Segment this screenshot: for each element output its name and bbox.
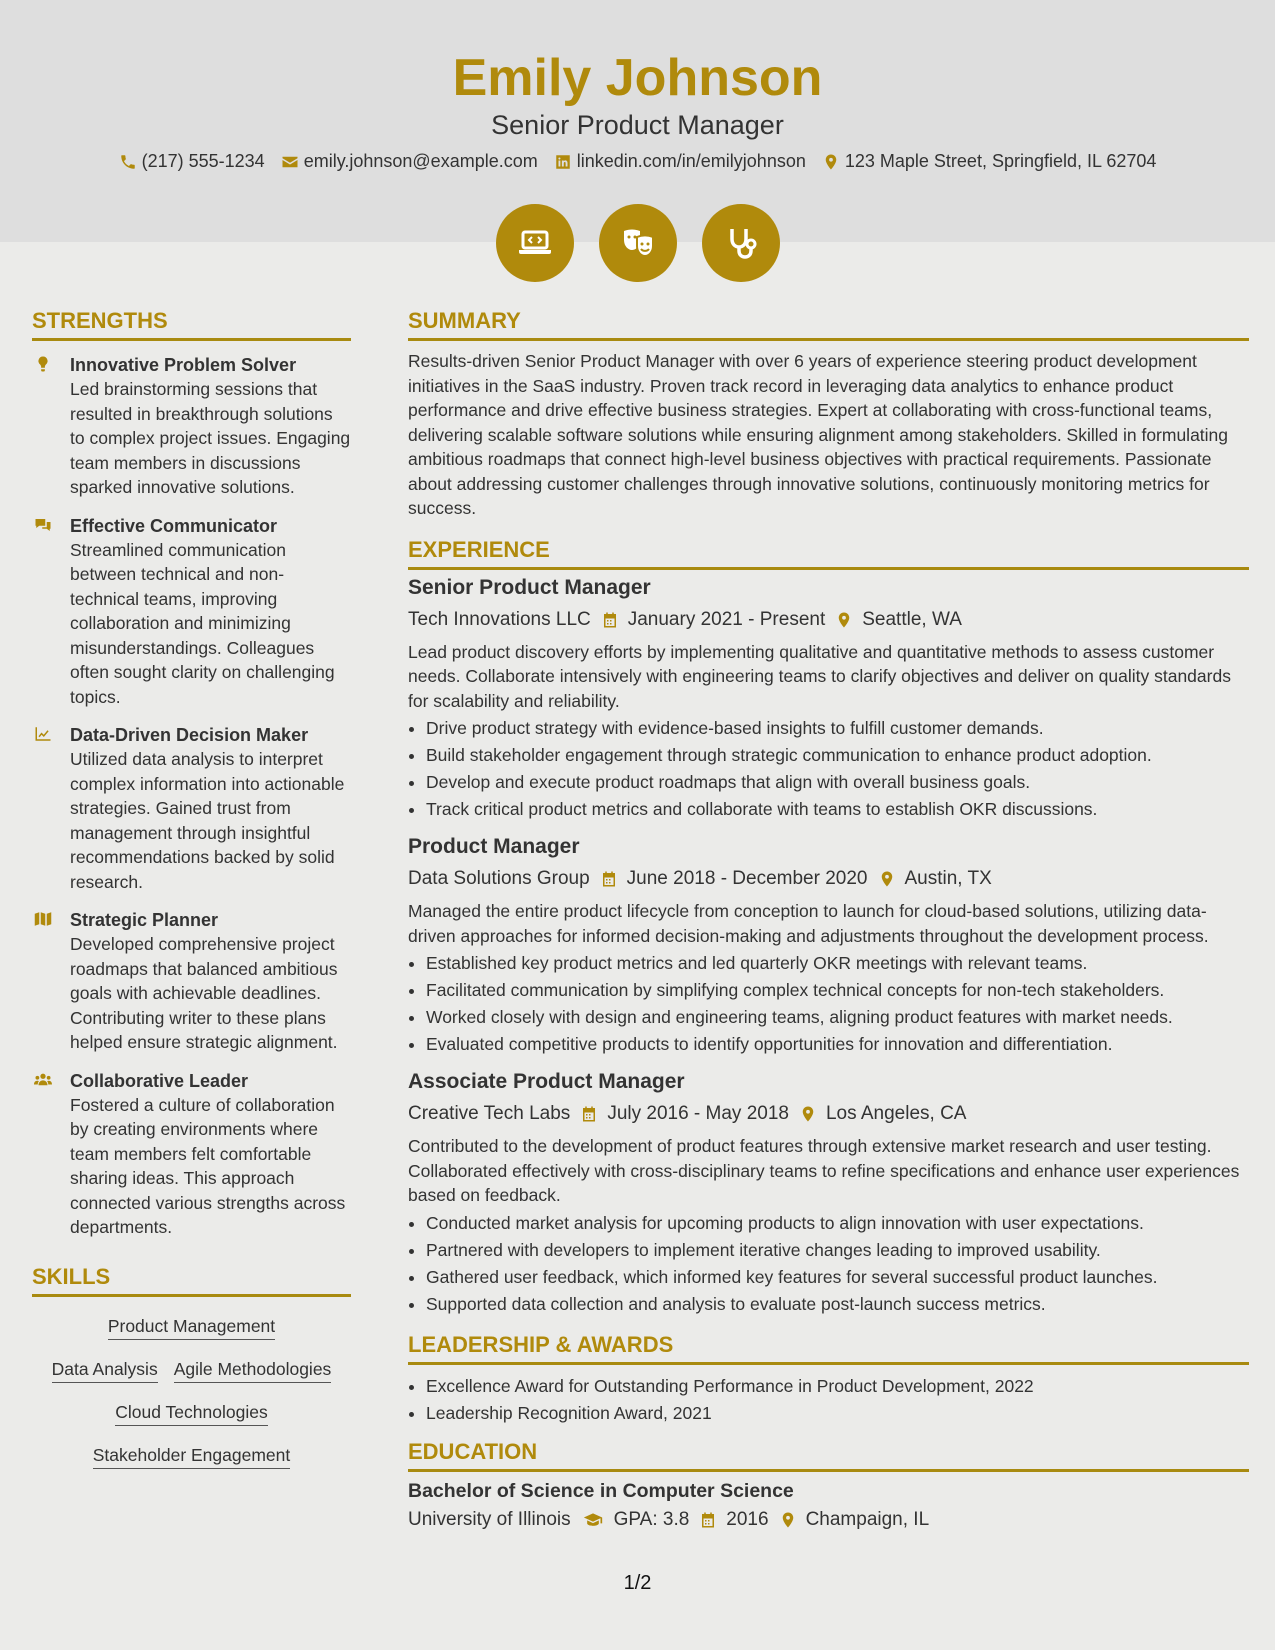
linkedin-icon bbox=[554, 153, 572, 171]
education-year: 2016 bbox=[726, 1508, 769, 1530]
strength-title: Data-Driven Decision Maker bbox=[70, 725, 309, 745]
interest-icons bbox=[0, 204, 1275, 282]
map-pin-icon bbox=[779, 1510, 797, 1530]
education-location: Champaign, IL bbox=[805, 1508, 930, 1530]
job-bullets bbox=[408, 715, 1249, 823]
map-pin-icon bbox=[878, 869, 896, 889]
calendar-icon bbox=[580, 1104, 598, 1124]
users-icon bbox=[32, 1071, 54, 1089]
strength-item bbox=[32, 723, 351, 894]
awards-list bbox=[408, 1373, 1249, 1427]
education-gpa: GPA: 3.8 bbox=[613, 1508, 690, 1530]
strength-title: Strategic Planner bbox=[70, 910, 219, 930]
job-meta bbox=[408, 1100, 1249, 1128]
chart-line-icon bbox=[32, 725, 54, 743]
interest-circle-coding bbox=[496, 204, 574, 282]
contact-address-text: 123 Maple Street, Springfield, IL 62704 bbox=[844, 151, 1157, 171]
contact-linkedin-text: linkedin.com/in/emilyjohnson bbox=[576, 151, 806, 171]
education-school: University of Illinois bbox=[408, 1508, 571, 1530]
interest-circle-theater bbox=[599, 204, 677, 282]
laptop-code-icon bbox=[515, 223, 555, 263]
skill-tag: Data Analysis bbox=[52, 1358, 158, 1383]
job-desc: Lead product discovery efforts by implementing qualitative and quantitative methods to assess customer needs. Collaborate intensively with engineering teams to clarify objectives and deliver on quality standards for scalability and reliability. bbox=[408, 641, 1231, 711]
contact-address bbox=[822, 151, 1157, 172]
strengths-heading: STRENGTHS bbox=[32, 306, 351, 341]
candidate-title: Senior Product Manager bbox=[491, 110, 784, 140]
job-meta bbox=[408, 606, 1249, 634]
job-bullet: • Established key product metrics and led quarterly OKR meetings with relevant teams. bbox=[426, 950, 1249, 977]
summary-text: Results-driven Senior Product Manager with over 6 years of experience steering product development initiatives in the SaaS industry. Proven track record in leveraging data analytics to enhance product performance and drive effective business strategies. Expert at collaborating with cross-functional teams, delivering scalable software solutions while ensuring alignment among stakeholders. Skilled in formulating ambitious roadmaps that connect high-level business objectives with practical requirements. Passionate about addressing customer challenges through innovative solutions, continuously monitoring metrics for success. bbox=[408, 351, 1229, 518]
strength-title: Collaborative Leader bbox=[70, 1070, 249, 1091]
job-bullet: • Partnered with developers to implement iterative changes leading to improved usability. bbox=[426, 1237, 1249, 1264]
page-number: 1/2 bbox=[623, 1572, 652, 1594]
job-desc: Managed the entire product lifecycle from conception to launch for cloud-based solutions, utilizing data-driven approaches for informed decision-making and adjustments throughout the development process. bbox=[408, 901, 1209, 946]
skills-heading: SKILLS bbox=[32, 1262, 351, 1297]
job-meta bbox=[408, 865, 1249, 893]
interest-circle-medical bbox=[702, 204, 780, 282]
contact-email-text: emily.johnson@example.com bbox=[303, 151, 538, 171]
job-bullet: • Worked closely with design and engineering teams, aligning product features with market needs. bbox=[426, 1004, 1249, 1031]
map-icon bbox=[32, 910, 54, 928]
job-bullet: • Track critical product metrics and collaborate with teams to establish OKR discussions. bbox=[426, 796, 1249, 823]
contact-bar bbox=[0, 151, 1275, 172]
skills-list bbox=[32, 1305, 351, 1479]
strength-desc: Fostered a culture of collaboration by creating environments where team members felt comfortable sharing ideas. This approach connected various strengths across departments. bbox=[70, 1094, 346, 1237]
education-degree: Bachelor of Science in Computer Science bbox=[408, 1479, 794, 1502]
calendar-icon bbox=[601, 610, 619, 630]
award-item: • Leadership Recognition Award, 2021 bbox=[426, 1400, 1249, 1427]
strength-title: Innovative Problem Solver bbox=[70, 355, 297, 375]
contact-phone[interactable] bbox=[119, 151, 265, 172]
strength-item bbox=[32, 908, 351, 1055]
map-pin-icon bbox=[799, 1104, 817, 1124]
job-dates: January 2021 - Present bbox=[627, 608, 826, 630]
job-company: Data Solutions Group bbox=[408, 868, 590, 889]
contact-email[interactable] bbox=[281, 151, 538, 172]
job-role: Associate Product Manager bbox=[408, 1070, 685, 1093]
awards-heading: LEADERSHIP & AWARDS bbox=[408, 1330, 1249, 1365]
calendar-icon bbox=[699, 1510, 717, 1530]
left-column bbox=[32, 306, 351, 1479]
job-role: Senior Product Manager bbox=[408, 575, 651, 599]
job-bullet: • Conducted market analysis for upcoming products to align innovation with user expectations. bbox=[426, 1210, 1249, 1237]
job-company: Creative Tech Labs bbox=[408, 1103, 571, 1124]
envelope-icon bbox=[281, 153, 299, 171]
job-bullet: • Develop and execute product roadmaps that align with overall business goals. bbox=[426, 769, 1249, 796]
job-bullets bbox=[408, 950, 1249, 1058]
education-heading: EDUCATION bbox=[408, 1437, 1249, 1472]
job-bullet: • Supported data collection and analysis to evaluate post-launch success metrics. bbox=[426, 1291, 1249, 1318]
job-company: Tech Innovations LLC bbox=[408, 608, 591, 630]
contact-linkedin[interactable] bbox=[554, 151, 806, 172]
job-role: Product Manager bbox=[408, 835, 580, 858]
job-location: Seattle, WA bbox=[862, 608, 962, 630]
strength-item bbox=[32, 353, 351, 500]
job-bullet: • Gathered user feedback, which informed key features for several successful product launches. bbox=[426, 1264, 1249, 1291]
job-desc: Contributed to the development of product features through extensive market research and user testing. Collaborated effectively with cross-disciplinary teams to refine specifications and enhance user experiences based on feedback. bbox=[408, 1136, 1240, 1205]
strength-desc: Developed comprehensive project roadmaps that balanced ambitious goals with achievable deadlines. Contributing writer to these plans helped ensure strategic alignment. bbox=[70, 934, 338, 1052]
skill-tag: Product Management bbox=[108, 1315, 275, 1340]
job-dates: June 2018 - December 2020 bbox=[626, 868, 868, 889]
job-bullets bbox=[408, 1210, 1249, 1318]
stethoscope-icon bbox=[721, 223, 761, 263]
strength-desc: Streamlined communication between technical and non-technical teams, improving collaboration and minimizing misunderstandings. Colleagues often sought clarity on challenging topics. bbox=[70, 539, 335, 707]
education-meta bbox=[408, 1506, 1249, 1534]
lightbulb-icon bbox=[32, 355, 54, 373]
strength-item bbox=[32, 1069, 351, 1240]
right-column bbox=[408, 306, 1249, 1540]
job-bullet: • Facilitated communication by simplifying complex technical concepts for non-tech stakeholders. bbox=[426, 977, 1249, 1004]
candidate-name: Emily Johnson bbox=[452, 49, 823, 107]
job-entry bbox=[408, 574, 1249, 824]
summary-heading: SUMMARY bbox=[408, 306, 1249, 341]
award-item: • Excellence Award for Outstanding Performance in Product Development, 2022 bbox=[426, 1373, 1249, 1400]
skill-tag: Cloud Technologies bbox=[115, 1401, 267, 1426]
job-location: Los Angeles, CA bbox=[825, 1103, 967, 1124]
comments-icon bbox=[32, 516, 54, 534]
experience-heading: EXPERIENCE bbox=[408, 535, 1249, 570]
skill-tag: Stakeholder Engagement bbox=[93, 1444, 291, 1469]
strength-title: Effective Communicator bbox=[70, 515, 278, 536]
phone-icon bbox=[119, 153, 137, 171]
job-location: Austin, TX bbox=[904, 868, 992, 889]
graduation-cap-icon bbox=[581, 1510, 605, 1530]
map-pin-icon bbox=[822, 153, 840, 171]
calendar-icon bbox=[600, 869, 618, 889]
contact-phone-text: (217) 555-1234 bbox=[141, 151, 265, 171]
strength-desc: Utilized data analysis to interpret complex information into actionable strategies. Gained trust from management through insightful recommendations backed by solid research. bbox=[70, 749, 345, 892]
job-dates: July 2016 - May 2018 bbox=[607, 1103, 789, 1124]
job-bullet: • Drive product strategy with evidence-based insights to fulfill customer demands. bbox=[426, 715, 1249, 742]
job-bullet: • Build stakeholder engagement through strategic communication to enhance product adoption. bbox=[426, 742, 1249, 769]
theater-masks-icon bbox=[618, 223, 658, 263]
strength-item bbox=[32, 514, 351, 710]
skill-tag: Agile Methodologies bbox=[174, 1358, 332, 1383]
map-pin-icon bbox=[835, 610, 853, 630]
job-entry bbox=[408, 1068, 1249, 1318]
job-bullet: • Evaluated competitive products to identify opportunities for innovation and differentiation. bbox=[426, 1031, 1249, 1058]
job-entry bbox=[408, 833, 1249, 1058]
strength-desc: Led brainstorming sessions that resulted in breakthrough solutions to complex project issues. Engaging team members in discussions sparked innovative solutions. bbox=[70, 379, 351, 497]
